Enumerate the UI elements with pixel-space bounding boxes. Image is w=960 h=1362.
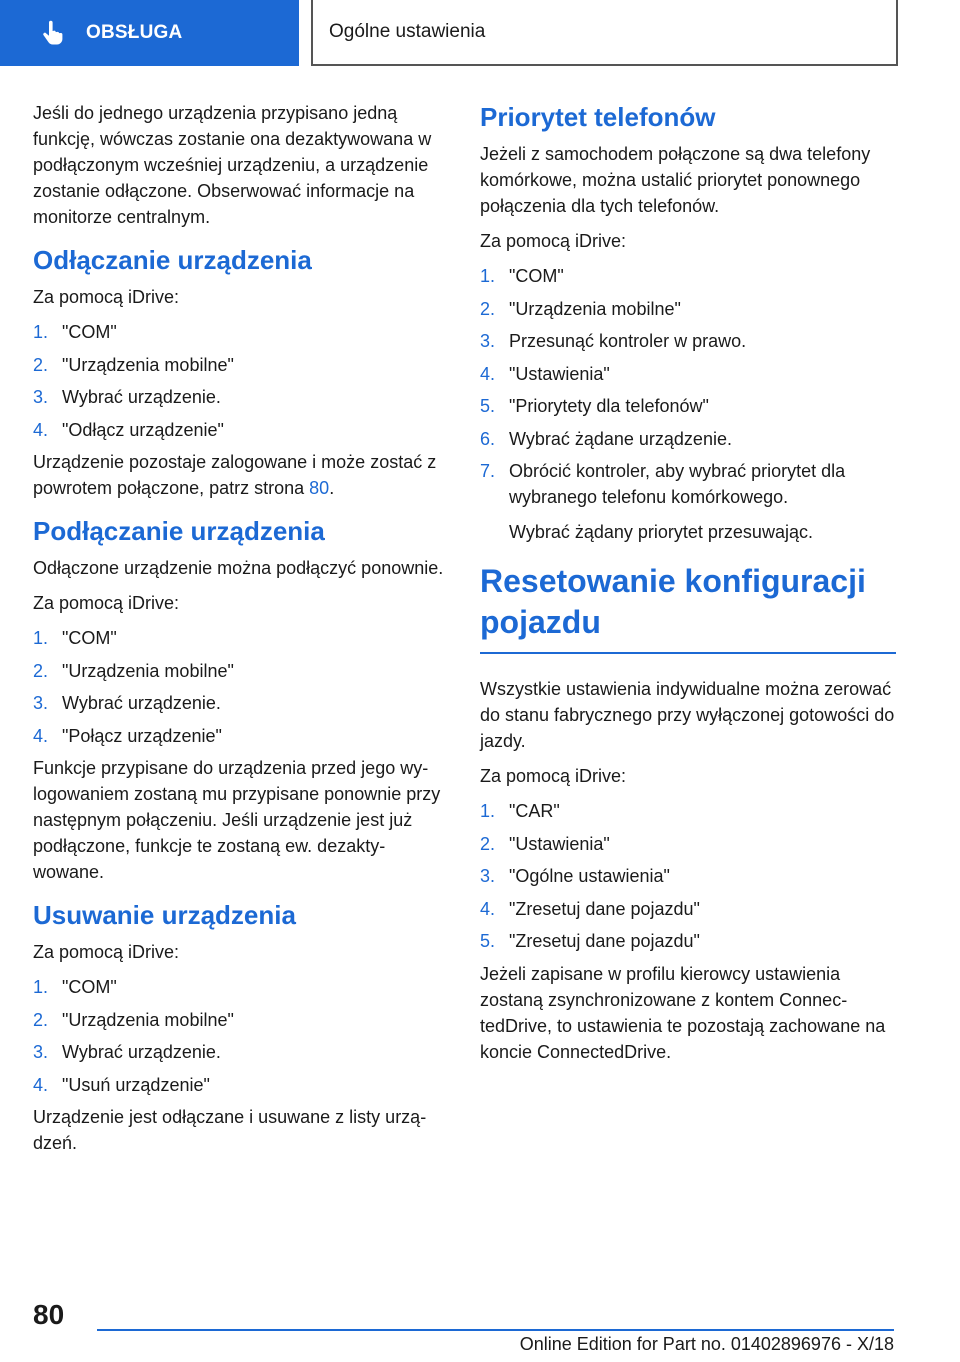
step-text: "Ogólne ustawienia"	[509, 866, 670, 886]
list-item	[33, 625, 449, 651]
list-item	[480, 798, 896, 824]
list-item	[33, 658, 449, 684]
step-text: "Odłącz urządzenie"	[62, 419, 224, 440]
step-text: "CAR"	[509, 801, 560, 821]
step-text: "Połącz urządzenie"	[62, 725, 222, 746]
list-item	[480, 296, 896, 322]
step-number: 1.	[33, 977, 49, 997]
list-item	[33, 1039, 449, 1065]
section-tab[interactable]	[0, 0, 299, 66]
step-text: "Urządzenia mobilne"	[509, 298, 681, 319]
list-item	[33, 384, 449, 410]
section-label: OBSŁUGA	[86, 22, 183, 43]
step-text: "COM"	[62, 977, 117, 997]
step-text: "Ustawienia"	[509, 363, 610, 384]
left-column	[33, 100, 449, 1165]
priority-sub-note: Wybrać żądany priorytet przesuwając.	[509, 522, 813, 542]
step-number: 3.	[480, 866, 496, 886]
step-text: "COM"	[509, 266, 564, 286]
right-column	[480, 100, 896, 1074]
step-text: "Urządzenia mobilne"	[62, 1009, 234, 1030]
step-text: Przesunąć kontroler w prawo.	[509, 331, 747, 351]
disconnect-lead: Za pomocą iDrive:	[33, 287, 180, 307]
list-item	[480, 458, 896, 510]
intro-paragraph: Jeśli do jednego urządzenia przypisano jedną funkcję, wówczas zostanie ona dezaktywowana w podłączonym wcześniej urządzeniu, a urządzenie zostanie odłączone. Obserwować informacje na monitorze centralnym.	[33, 103, 432, 227]
step-number: 3.	[33, 693, 49, 713]
step-number: 1.	[33, 322, 49, 342]
remove-lead: Za pomocą iDrive:	[33, 942, 180, 962]
connect-steps	[33, 625, 449, 749]
page-number: 80	[33, 1299, 65, 1330]
step-number: 6.	[480, 428, 496, 449]
list-item	[33, 723, 449, 749]
list-item	[480, 328, 896, 354]
step-text: "Zresetuj dane pojazdu"	[509, 931, 700, 951]
list-item	[33, 974, 449, 1000]
list-item	[480, 863, 896, 889]
page-title: Ogólne ustawienia	[329, 21, 486, 42]
step-text: "COM"	[62, 322, 117, 342]
connect-lead: Za pomocą iDrive:	[33, 593, 180, 613]
list-item	[33, 352, 449, 378]
page-header	[311, 0, 898, 66]
list-item	[33, 417, 449, 443]
step-number: 2.	[33, 1009, 49, 1030]
step-text: "Priorytety dla telefonów"	[509, 396, 709, 416]
hand-pointer-icon	[40, 20, 66, 46]
step-text: Wybrać urządzenie.	[62, 1042, 221, 1062]
step-number: 2.	[33, 354, 49, 375]
priority-steps	[480, 263, 896, 510]
step-number: 1.	[33, 628, 49, 648]
reset-steps	[480, 798, 896, 954]
step-text: "COM"	[62, 628, 117, 648]
list-item	[33, 319, 449, 345]
step-text: Obrócić kontroler, aby wybrać priorytet dla wybranego telefonu komórkowego.	[509, 461, 846, 507]
step-text: Wybrać urządzenie.	[62, 693, 221, 713]
list-item	[33, 690, 449, 716]
step-number: 1.	[480, 801, 496, 821]
step-number: 3.	[33, 387, 49, 407]
disconnect-note	[33, 449, 449, 501]
step-text: Wybrać żądane urządzenie.	[509, 428, 732, 449]
list-item	[480, 361, 896, 387]
disconnect-note-end: .	[329, 478, 335, 498]
step-number: 4.	[33, 419, 49, 440]
step-number: 2.	[480, 833, 496, 854]
list-item	[480, 263, 896, 289]
list-item	[480, 831, 896, 857]
step-text: "Urządzenia mobilne"	[62, 660, 234, 681]
connect-note: Funkcje przypisane do urządzenia przed jego wylogowaniem zostaną mu przypisane ponownie przy następnym połączeniu. Jeśli urządzenie jest już podłączone, funkcje te zostaną ew. dezaktywowane.	[33, 758, 441, 882]
step-number: 2.	[33, 660, 49, 681]
footer-edition-text: Online Edition for Part no. 01402896976 - X/18	[519, 1334, 894, 1354]
step-number: 4.	[480, 898, 496, 919]
step-number: 4.	[33, 725, 49, 746]
step-number: 2.	[480, 298, 496, 319]
disconnect-steps	[33, 319, 449, 443]
step-text: Wybrać urządzenie.	[62, 387, 221, 407]
step-text: "Usuń urządzenie"	[62, 1074, 210, 1095]
reset-note: Jeżeli zapisane w profilu kierowcy ustawienia zostaną zsynchronizowane z kontem ConnectedDrive, to ustawienia te pozostają zachowane na koncie ConnectedDrive.	[480, 963, 886, 1062]
list-item	[480, 426, 896, 452]
remove-heading: Usuwanie urządzenia	[33, 900, 296, 930]
step-number: 4.	[33, 1074, 49, 1095]
reset-heading: Resetowanie konfiguracji pojazdu	[480, 561, 896, 654]
footer-divider	[97, 1329, 894, 1331]
step-text: "Zresetuj dane pojazdu"	[509, 898, 700, 919]
page-link[interactable]: 80	[309, 478, 330, 498]
disconnect-heading: Odłączanie urządzenia	[33, 245, 312, 275]
step-number: 5.	[480, 931, 496, 951]
step-number: 3.	[33, 1042, 49, 1062]
list-item	[33, 1007, 449, 1033]
list-item	[33, 1072, 449, 1098]
list-item	[480, 928, 896, 954]
connect-heading: Podłączanie urządzenia	[33, 516, 325, 546]
reset-intro: Wszystkie ustawienia indywidualne można zerować do stanu fabrycznego przy wyłączonej gotowości do jazdy.	[480, 679, 895, 751]
step-text: "Ustawienia"	[509, 833, 610, 854]
connect-intro: Odłączone urządzenie można podłączyć ponownie.	[33, 558, 444, 578]
remove-steps	[33, 974, 449, 1098]
step-number: 4.	[480, 363, 496, 384]
step-number: 3.	[480, 331, 496, 351]
disconnect-note-text: Urządzenie pozostaje zalogowane i może zostać z powrotem połączone, patrz strona	[33, 452, 437, 498]
step-number: 5.	[480, 396, 496, 416]
step-number: 7.	[480, 461, 496, 481]
step-text: "Urządzenia mobilne"	[62, 354, 234, 375]
step-number: 1.	[480, 266, 496, 286]
priority-intro: Jeżeli z samochodem połączone są dwa telefony komórkowe, można ustalić priorytet ponownego połączenia dla tych telefonów.	[480, 144, 871, 216]
list-item	[480, 896, 896, 922]
priority-lead: Za pomocą iDrive:	[480, 231, 627, 251]
list-item	[480, 393, 896, 419]
reset-lead: Za pomocą iDrive:	[480, 766, 627, 786]
remove-note: Urządzenie jest odłączane i usuwane z listy urządzeń.	[33, 1107, 427, 1153]
priority-heading: Priorytet telefonów	[480, 102, 716, 132]
